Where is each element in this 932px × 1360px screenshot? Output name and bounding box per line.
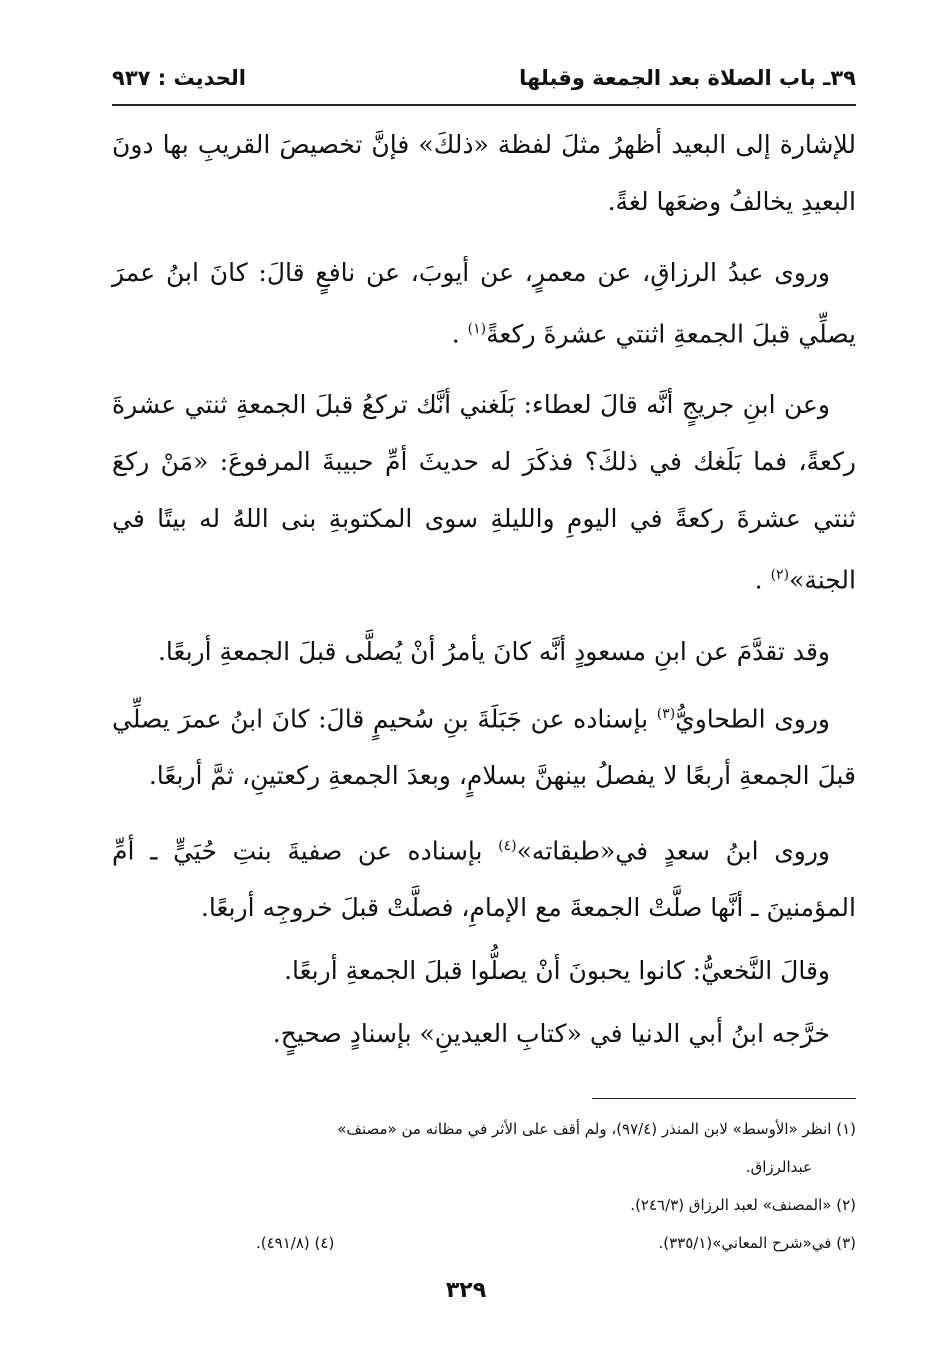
- hadith-reference: الحديث : ٩٣٧: [112, 66, 246, 90]
- footnote-row: [256, 1224, 856, 1262]
- paragraph: وعن ابنِ جريجٍ أنَّه قالَ لعطاء: بَلَغني أنَّك تركعُ قبلَ الجمعةِ ثنتي عشرةَ ركعةً، فما بَلَغك في ذلكَ؟ فذكَرَ له حديثَ أمِّ حبيبةَ المرفوعَ: «مَنْ ركعَ ثنتي عشرةَ ركعةً في اليومِ والليلةِ سوى المكتوبةِ بنى اللهُ له بيتًا في الجنة»$^{(٢)}$ .: [112, 390, 856, 595]
- footnote-2: (٢) «المصنف» لعبد الرزاق (٢٤٦/٣).: [630, 1196, 856, 1214]
- paragraph: وروى الطحاويُّ$^{(٣)}$ بإسناده عن جَبَلَةَ بنِ سُحيمٍ قالَ: كانَ ابنُ عمرَ يصلِّي قبلَ الجمعةِ أربعًا لا يفصلُ بينهنَّ بسلامٍ، وبعدَ الجمعةِ ركعتينِ، ثمَّ أربعًا.: [112, 703, 856, 790]
- footnote-divider: [592, 1098, 856, 1099]
- footnotes: [112, 1110, 856, 1262]
- main-text: [112, 116, 856, 1068]
- paragraph: وروى ابنُ سعدٍ في«طبقاته»$^{(٤)}$ بإسناده عن صفيةَ بنتِ حُيَيٍّ ـ أمِّ المؤمنينَ ـ أنَّها صلَّتْ الجمعةَ مع الإمامِ، فصلَّتْ قبلَ خروجِه أربعًا.: [112, 836, 856, 923]
- footnote-marker: (١): [467, 321, 487, 337]
- footnote-1-continuation: عبدالرزاق.: [745, 1158, 812, 1176]
- footnote-4: (٤) (٤٩١/٨).: [256, 1234, 335, 1252]
- footnote-marker: (٢): [770, 567, 790, 584]
- paragraph: وقد تقدَّمَ عن ابنِ مسعودٍ أنَّه كانَ يأمرُ أنْ يُصلَّى قبلَ الجمعةِ أربعًا.: [157, 636, 830, 666]
- paragraph: للإشارة إلى البعيد أظهرُ مثلَ لفظة «ذلكَ» فإنَّ تخصيصَ القريبِ بها دونَ البعيدِ يخالفُ وضعَها لغةً.: [112, 130, 856, 216]
- footnote-3: (٣) في«شرح المعاني»(٣٣٥/١).: [658, 1234, 856, 1252]
- header-divider: [112, 104, 856, 106]
- paragraph: خرَّجه ابنُ أبي الدنيا في «كتابِ العيدينِ» بإسنادٍ صحيحٍ.: [272, 1019, 830, 1049]
- footnote-marker: (٣): [656, 705, 676, 722]
- paragraph: وروى عبدُ الرزاقِ، عن معمرٍ، عن أيوبَ، عن نافعٍ قالَ: كانَ ابنُ عمرَ يصلِّي قبلَ الجمعةِ اثنتي عشرةَ ركعةً$^{(١)}$ .: [112, 258, 856, 349]
- running-header: [112, 66, 856, 106]
- paragraph: وقالَ النَّخعيُّ: كانوا يحبونَ أنْ يصلُّوا قبلَ الجمعةِ أربعًا.: [284, 956, 830, 986]
- chapter-title: ٣٩ـ باب الصلاة بعد الجمعة وقبلها: [519, 66, 856, 90]
- footnote-1: (١) انظر «الأوسط» لابن المنذر (٩٧/٤)، ولم أقف على الأثر في مظانه من «مصنف»: [337, 1120, 856, 1138]
- footnote-marker: (٤): [498, 837, 517, 854]
- page-number: ٣٢٩: [445, 1278, 487, 1303]
